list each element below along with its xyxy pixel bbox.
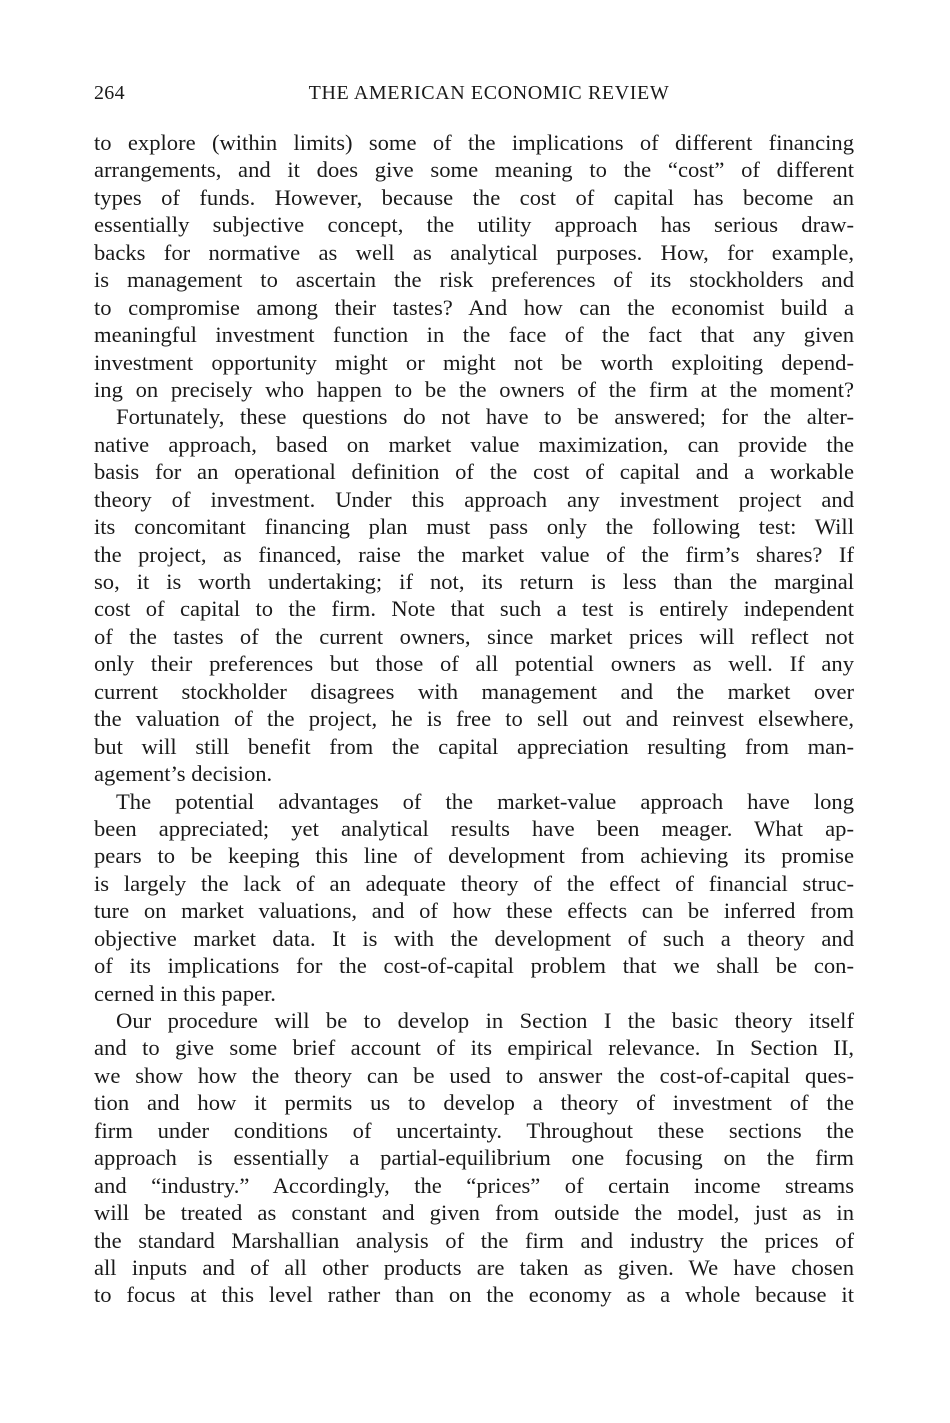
- text-line: tion and how it permits us to develop a theory of investment of the: [94, 1090, 854, 1116]
- text-line: meaningful investment function in the face of the fact that any given: [94, 322, 854, 348]
- paragraph: [94, 788, 854, 1008]
- text-line: The potential advantages of the market-value approach have long: [116, 788, 854, 814]
- text-line: but will still benefit from the capital appreciation resulting from man-: [94, 733, 854, 759]
- text-line: its concomitant financing plan must pass only the following test: Will: [94, 514, 854, 540]
- text-line: only their preferences but those of all potential owners as well. If any: [94, 651, 854, 677]
- text-line: Our procedure will be to develop in Section I the basic theory itself: [116, 1008, 854, 1033]
- journal-title: THE AMERICAN ECONOMIC REVIEW: [308, 82, 670, 104]
- text-line: Fortunately, these questions do not have to be answered; for the alter-: [116, 404, 854, 430]
- text-line: types of funds. However, because the cost of capital has become an: [94, 184, 854, 210]
- text-line: the valuation of the project, he is free to sell out and reinvest elsewhere,: [94, 706, 854, 732]
- text-line: of the tastes of the current owners, since market prices will reflect not: [94, 623, 854, 649]
- text-line: we show how the theory can be used to answer the cost-of-capital ques-: [94, 1062, 854, 1088]
- text-line: is management to ascertain the risk preferences of its stockholders and: [94, 267, 854, 293]
- text-line: ture on market valuations, and of how these effects can be inferred from: [94, 898, 854, 924]
- page-number: 264: [94, 82, 125, 104]
- text-line: investment opportunity might or might not be worth exploiting depend-: [94, 349, 854, 375]
- paragraph: [94, 1007, 854, 1309]
- text-line: will be treated as constant and given from outside the model, just as in: [94, 1200, 854, 1226]
- text-line: theory of investment. Under this approach any investment project and: [94, 486, 854, 512]
- text-line: pears to be keeping this line of development from achieving its promise: [94, 843, 854, 869]
- text-line: been appreciated; yet analytical results have been meager. What ap-: [94, 815, 854, 841]
- text-line: ing on precisely who happen to be the owners of the firm at the moment?: [94, 376, 854, 402]
- text-line: the standard Marshallian analysis of the firm and industry the prices of: [94, 1227, 854, 1253]
- text-line: firm under conditions of uncertainty. Throughout these sections the: [94, 1117, 854, 1143]
- text-line: all inputs and of all other products are taken as given. We have chosen: [94, 1254, 854, 1280]
- text-line: current stockholder disagrees with management and the market over: [94, 678, 854, 704]
- text-line: and “industry.” Accordingly, the “prices” of certain income streams: [94, 1172, 854, 1198]
- text-line: and to give some brief account of its empirical relevance. In Section II,: [94, 1035, 854, 1061]
- text-line: to compromise among their tastes? And how can the economist build a: [94, 294, 854, 320]
- text-line: basis for an operational definition of the cost of capital and a workable: [94, 459, 854, 485]
- text-line: is largely the lack of an adequate theory of the effect of financial struc-: [94, 870, 854, 896]
- text-line: native approach, based on market value maximization, can provide the: [94, 431, 854, 457]
- text-line: backs for normative as well as analytical purposes. How, for example,: [94, 239, 854, 265]
- text-line: arrangements, and it does give some meaning to the “cost” of different: [94, 157, 854, 183]
- text-line: objective market data. It is with the development of such a theory and: [94, 925, 854, 951]
- body-text: [94, 129, 854, 1309]
- text-line: essentially subjective concept, the utility approach has serious draw-: [94, 212, 854, 238]
- paragraph: [94, 129, 854, 403]
- text-line: to explore (within limits) some of the implications of different financing: [94, 130, 854, 155]
- text-line: agement’s decision.: [94, 761, 273, 787]
- text-line: cerned in this paper.: [94, 980, 276, 1006]
- text-line: so, it is worth undertaking; if not, its return is less than the marginal: [94, 569, 854, 594]
- text-line: approach is essentially a partial-equilibrium one focusing on the firm: [94, 1145, 854, 1171]
- text-line: to focus at this level rather than on the economy as a whole because it: [94, 1282, 854, 1308]
- text-line: the project, as financed, raise the market value of the firm’s shares? If: [94, 541, 854, 567]
- text-line: of its implications for the cost-of-capital problem that we shall be con-: [94, 953, 854, 979]
- page-header: [94, 82, 854, 110]
- text-line: cost of capital to the firm. Note that such a test is entirely independent: [94, 596, 854, 622]
- paragraph: [94, 403, 854, 787]
